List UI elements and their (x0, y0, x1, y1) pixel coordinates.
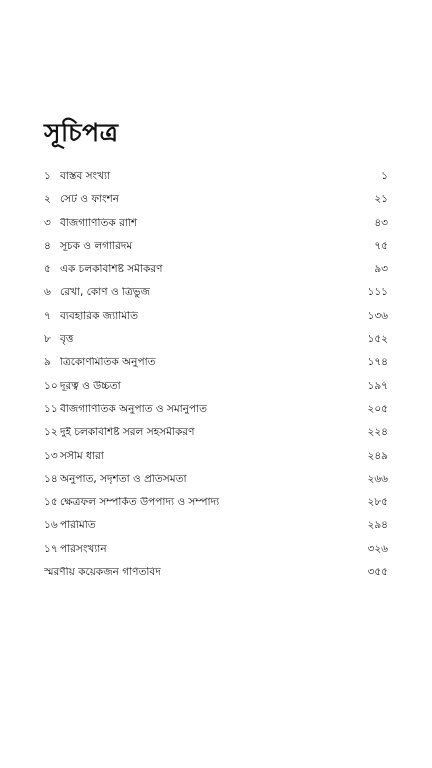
toc-row-9 (44, 357, 388, 380)
chapter-title: বীজগাণিতিক রাশি (60, 217, 138, 229)
chapter-number: ৫ (44, 263, 51, 276)
chapter-number: ৩ (44, 216, 51, 229)
chapter-number: ১১ (44, 402, 58, 415)
chapter-title: ব্যবহারিক জ্যামিতি (60, 310, 138, 322)
toc-row-1 (44, 171, 388, 194)
chapter-title: সেট ও ফাংশন (60, 194, 120, 205)
chapter-title: সূচক ও লগারিদম (60, 240, 133, 252)
toc-row-7 (44, 311, 388, 334)
page-number: ২৬৬ (367, 472, 388, 485)
toc-row-2 (44, 194, 388, 217)
page-number: ৩২৬ (367, 542, 388, 555)
chapter-title: রেখা, কোণ ও ত্রিভুজ (60, 287, 150, 298)
toc-row-14 (44, 474, 388, 497)
chapter-title: ক্ষেত্রফল সম্পর্কিত উপপাদ্য ও সম্পাদ্য (60, 497, 220, 508)
toc-row-8 (44, 334, 388, 357)
chapter-title: সসীম ধারা (60, 450, 104, 462)
chapter-number: ১ (44, 170, 51, 182)
toc-row-15 (44, 497, 388, 520)
toc-row-17 (44, 544, 388, 567)
chapter-number: ১৪ (44, 472, 58, 485)
chapter-number: ১৫ (44, 496, 58, 509)
chapter-title: স্মরণীয় কয়েকজন গণিতবিদ (44, 567, 161, 578)
toc-row-12 (44, 427, 388, 450)
page-number: ২০৫ (367, 402, 388, 415)
page-number: ১৩৬ (367, 309, 388, 322)
chapter-title: অনুপাত, সদৃশতা ও প্রতিসমতা (60, 473, 187, 485)
chapter-number: ১০ (44, 379, 58, 392)
toc-row-16 (44, 520, 388, 543)
chapter-title: এক চলকবিশিষ্ট সমীকরণ (60, 264, 163, 275)
page-number: ১৭৪ (367, 356, 388, 369)
page-number: ১ (381, 170, 388, 182)
toc-row-13 (44, 451, 388, 474)
chapter-number: ৮ (44, 333, 51, 346)
toc-row-appendix (44, 567, 388, 590)
page-number: ১৫২ (367, 333, 388, 346)
toc-row-3 (44, 218, 388, 241)
chapter-title: বীজগাণিতিক অনুপাত ও সমানুপাত (60, 403, 208, 415)
chapter-title: ত্রিকোণমিতিক অনুপাত (60, 357, 156, 368)
chapter-number: ১৬ (44, 519, 58, 532)
chapter-number: ১৩ (44, 449, 58, 462)
page-number: ৯৩ (374, 263, 388, 276)
page-number: ১৯৭ (367, 379, 388, 392)
chapter-title: বৃত্ত (60, 334, 74, 345)
page-number: ৪৩ (374, 216, 388, 229)
page-number: ২৯৪ (367, 519, 388, 532)
chapter-number: ৬ (44, 286, 51, 299)
page-number: ১১১ (367, 286, 388, 299)
chapter-number: ১২ (44, 426, 58, 439)
chapter-title: দূরত্ব ও উচ্চতা (60, 380, 121, 392)
toc-row-10 (44, 381, 388, 404)
chapter-title: দুই চলকবিশিষ্ট সরল সহসমীকরণ (60, 427, 195, 438)
page-number: ৩৫৫ (367, 566, 388, 579)
page-number: ২২৪ (367, 426, 388, 439)
page-number: ২৪৯ (367, 449, 388, 462)
chapter-title: বাস্তব সংখ্যা (60, 171, 111, 182)
chapter-number: ৪ (44, 239, 51, 252)
page-number: ২১ (374, 193, 388, 206)
toc-row-4 (44, 241, 388, 264)
chapter-number: ২ (44, 193, 51, 206)
page-number: ৭৫ (374, 239, 388, 252)
chapter-number: ৯ (44, 356, 51, 369)
chapter-title: পরিমিতি (60, 520, 96, 531)
chapter-number: ১৭ (44, 542, 58, 555)
toc-row-11 (44, 404, 388, 427)
chapter-title: পরিসংখ্যান (60, 543, 107, 555)
table-of-contents (44, 171, 388, 590)
page-number: ২৮৫ (367, 496, 388, 509)
toc-row-6 (44, 287, 388, 310)
chapter-number: ৭ (44, 309, 51, 322)
page-title: সূচিপত্র (44, 118, 119, 147)
toc-row-5 (44, 264, 388, 287)
